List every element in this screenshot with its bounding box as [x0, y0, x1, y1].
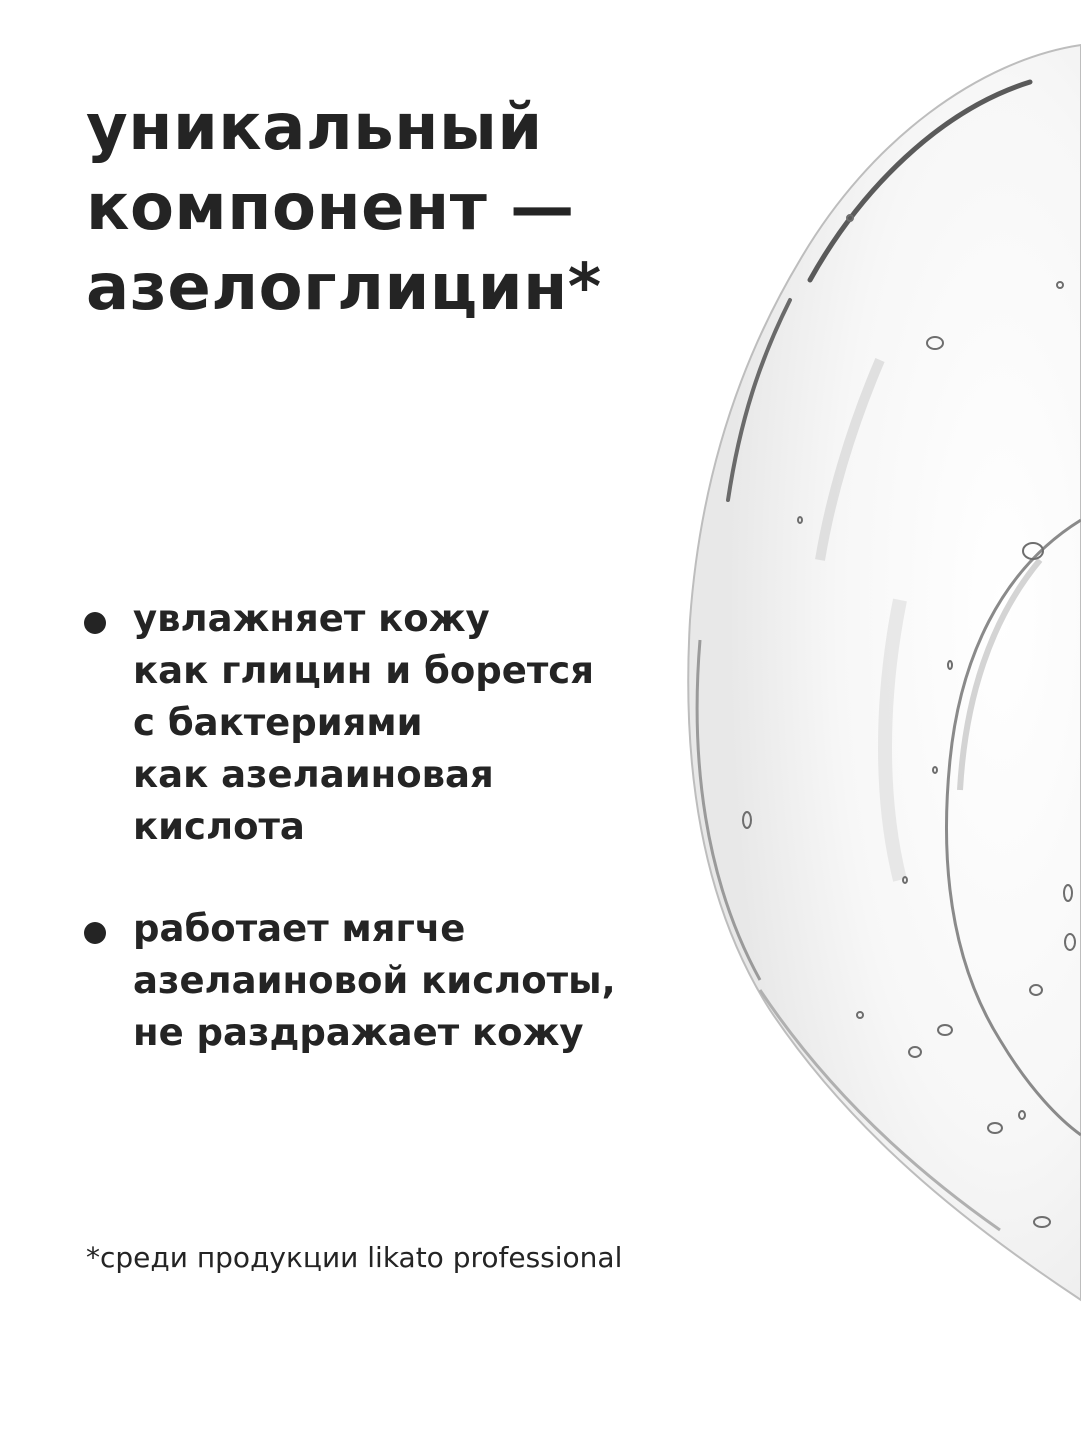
benefit-item [84, 903, 616, 1059]
benefit-line: как азелаиновая [133, 753, 494, 796]
benefit-item [84, 593, 616, 853]
headline-line: компонент — [86, 171, 575, 245]
bullet-dot-icon [84, 612, 106, 634]
benefit-line: работает мягче [133, 907, 466, 950]
headline-line: азелоглицин* [86, 251, 602, 325]
footnote: *среди продукции likato professional [86, 1241, 623, 1274]
benefit-line: не раздражает кожу [133, 1011, 584, 1054]
benefit-line: кислота [133, 805, 305, 848]
benefits-list [84, 593, 616, 1109]
benefit-line: азелаиновой кислоты, [133, 959, 616, 1002]
headline [86, 88, 602, 328]
benefit-line: увлажняет кожу [133, 597, 490, 640]
benefit-line: с бактериями [133, 701, 423, 744]
headline-line: уникальный [86, 91, 543, 165]
benefit-line: как глицин и борется [133, 649, 595, 692]
bullet-dot-icon [84, 922, 106, 944]
